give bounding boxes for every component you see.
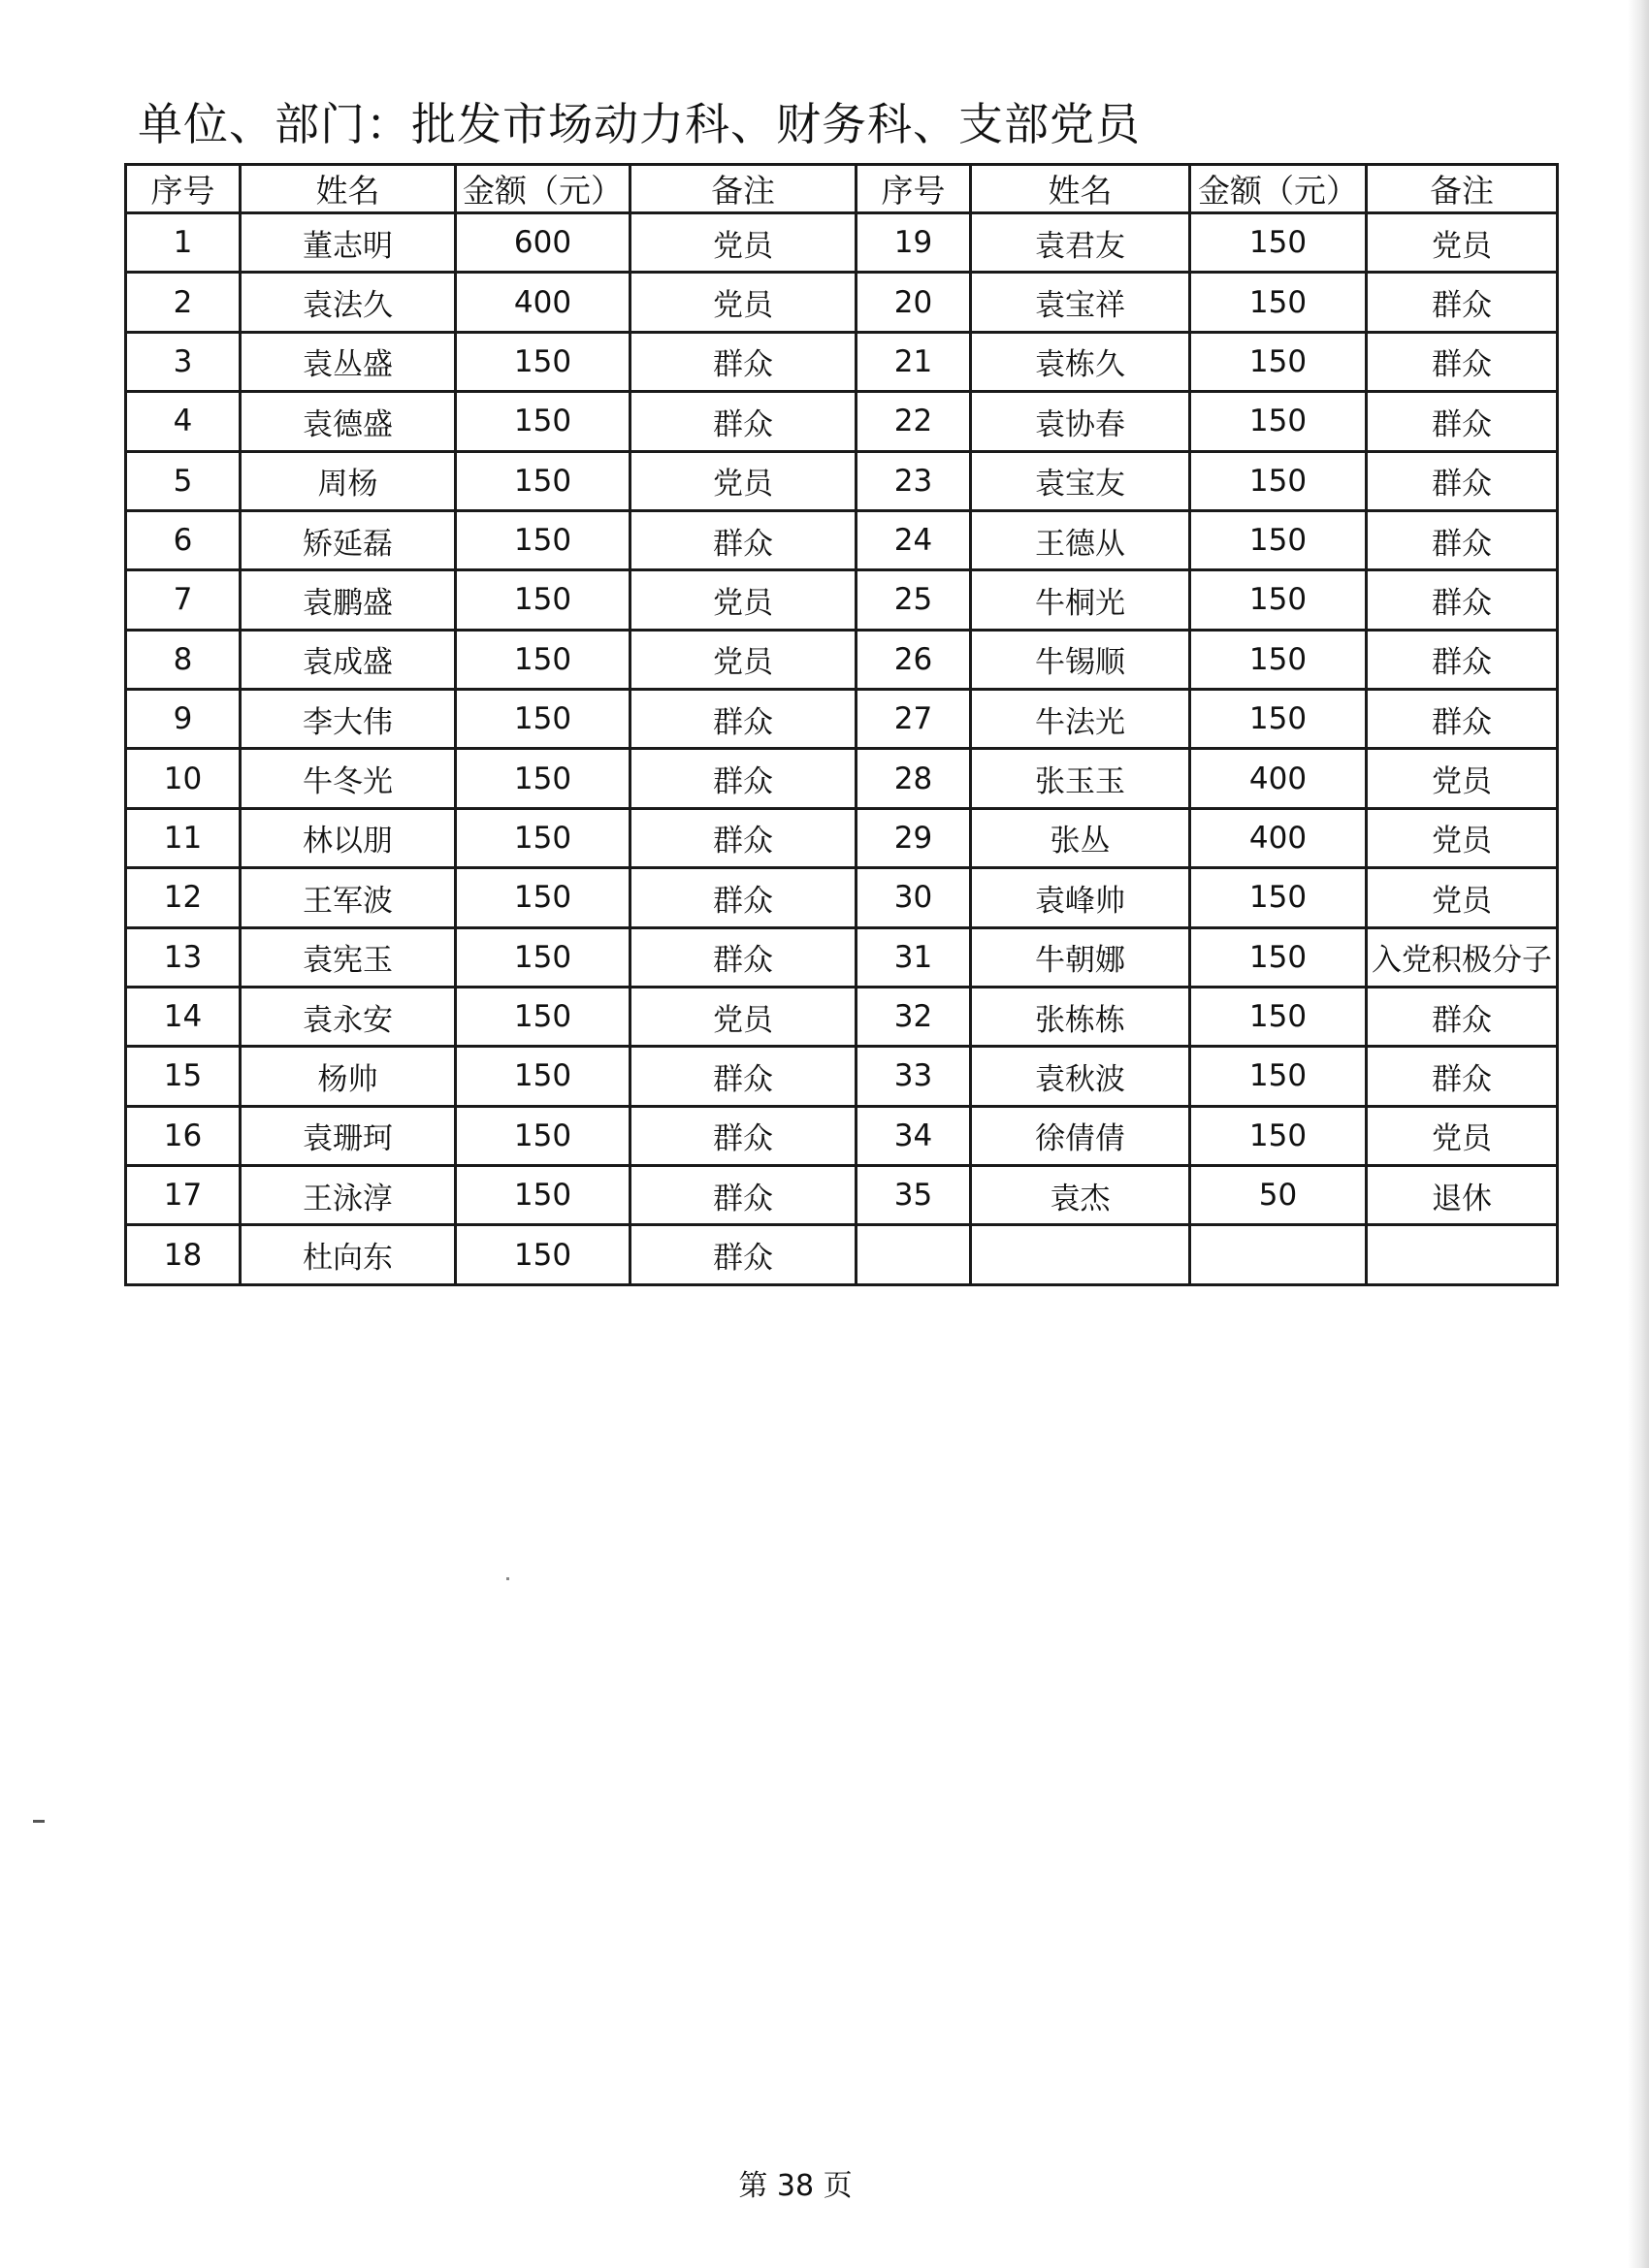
cell-index: 35 bbox=[857, 1166, 971, 1225]
cell-note: 党员 bbox=[630, 451, 857, 510]
cell-index bbox=[857, 1225, 971, 1285]
scan-speck bbox=[506, 1577, 509, 1580]
cell-amount: 400 bbox=[456, 273, 630, 332]
cell-note: 入党积极分子 bbox=[1367, 927, 1558, 987]
cell-amount: 150 bbox=[1190, 630, 1367, 689]
cell-amount: 150 bbox=[456, 749, 630, 808]
cell-amount: 150 bbox=[1190, 273, 1367, 332]
cell-note: 党员 bbox=[1367, 213, 1558, 273]
table-row bbox=[126, 570, 1558, 630]
cell-index: 25 bbox=[857, 570, 971, 630]
cell-note: 群众 bbox=[630, 1047, 857, 1106]
cell-name: 杜向东 bbox=[241, 1225, 456, 1285]
cell-index: 22 bbox=[857, 392, 971, 451]
cell-name: 王泳淳 bbox=[241, 1166, 456, 1225]
cell-index: 17 bbox=[126, 1166, 241, 1225]
column-header-note: 备注 bbox=[630, 165, 857, 213]
cell-index: 24 bbox=[857, 510, 971, 569]
cell-note: 群众 bbox=[1367, 392, 1558, 451]
cell-name: 袁成盛 bbox=[241, 630, 456, 689]
cell-note: 群众 bbox=[630, 868, 857, 927]
cell-amount: 50 bbox=[1190, 1166, 1367, 1225]
cell-amount: 150 bbox=[456, 987, 630, 1046]
cell-name: 袁丛盛 bbox=[241, 332, 456, 391]
cell-note: 群众 bbox=[630, 1166, 857, 1225]
column-header-amount: 金额（元） bbox=[1190, 165, 1367, 213]
cell-note: 群众 bbox=[1367, 987, 1558, 1046]
cell-name: 袁杰 bbox=[971, 1166, 1190, 1225]
cell-index: 2 bbox=[126, 273, 241, 332]
cell-index: 7 bbox=[126, 570, 241, 630]
cell-name: 袁宪玉 bbox=[241, 927, 456, 987]
cell-amount: 150 bbox=[1190, 868, 1367, 927]
cell-index: 3 bbox=[126, 332, 241, 391]
cell-note: 党员 bbox=[630, 630, 857, 689]
cell-note: 群众 bbox=[1367, 273, 1558, 332]
cell-index: 11 bbox=[126, 808, 241, 867]
cell-name: 袁德盛 bbox=[241, 392, 456, 451]
cell-index: 10 bbox=[126, 749, 241, 808]
cell-note: 群众 bbox=[630, 392, 857, 451]
cell-index: 15 bbox=[126, 1047, 241, 1106]
cell-amount: 150 bbox=[456, 392, 630, 451]
cell-amount: 150 bbox=[456, 690, 630, 749]
cell-amount: 150 bbox=[456, 1106, 630, 1165]
cell-name: 袁宝祥 bbox=[971, 273, 1190, 332]
table-row bbox=[126, 451, 1558, 510]
cell-amount: 150 bbox=[1190, 510, 1367, 569]
cell-amount: 150 bbox=[1190, 451, 1367, 510]
cell-name: 张玉玉 bbox=[971, 749, 1190, 808]
cell-index: 18 bbox=[126, 1225, 241, 1285]
table-row bbox=[126, 808, 1558, 867]
cell-amount: 150 bbox=[456, 808, 630, 867]
cell-index: 5 bbox=[126, 451, 241, 510]
cell-note: 群众 bbox=[1367, 630, 1558, 689]
cell-name: 袁法久 bbox=[241, 273, 456, 332]
cell-amount: 150 bbox=[456, 868, 630, 927]
cell-amount bbox=[1190, 1225, 1367, 1285]
table-row bbox=[126, 690, 1558, 749]
cell-note: 群众 bbox=[630, 690, 857, 749]
table-row bbox=[126, 749, 1558, 808]
cell-index: 34 bbox=[857, 1106, 971, 1165]
cell-amount: 150 bbox=[456, 630, 630, 689]
cell-amount: 150 bbox=[456, 927, 630, 987]
cell-name: 牛冬光 bbox=[241, 749, 456, 808]
cell-note: 群众 bbox=[1367, 332, 1558, 391]
cell-name: 王军波 bbox=[241, 868, 456, 927]
cell-name: 张栋栋 bbox=[971, 987, 1190, 1046]
cell-amount: 150 bbox=[456, 451, 630, 510]
cell-note: 群众 bbox=[1367, 451, 1558, 510]
table-row bbox=[126, 1166, 1558, 1225]
cell-name bbox=[971, 1225, 1190, 1285]
cell-index: 30 bbox=[857, 868, 971, 927]
cell-name: 袁协春 bbox=[971, 392, 1190, 451]
cell-note: 党员 bbox=[1367, 808, 1558, 867]
cell-note: 群众 bbox=[630, 510, 857, 569]
cell-index: 4 bbox=[126, 392, 241, 451]
cell-note: 群众 bbox=[1367, 1047, 1558, 1106]
cell-name: 董志明 bbox=[241, 213, 456, 273]
cell-index: 16 bbox=[126, 1106, 241, 1165]
donation-table bbox=[124, 163, 1559, 1286]
cell-index: 26 bbox=[857, 630, 971, 689]
table-row bbox=[126, 1047, 1558, 1106]
column-header-note: 备注 bbox=[1367, 165, 1558, 213]
cell-index: 14 bbox=[126, 987, 241, 1046]
cell-note: 党员 bbox=[1367, 868, 1558, 927]
cell-amount: 150 bbox=[1190, 392, 1367, 451]
cell-amount: 150 bbox=[456, 1047, 630, 1106]
cell-name: 袁珊珂 bbox=[241, 1106, 456, 1165]
column-header-name: 姓名 bbox=[241, 165, 456, 213]
table-row bbox=[126, 630, 1558, 689]
cell-note: 党员 bbox=[630, 570, 857, 630]
table-row bbox=[126, 868, 1558, 927]
cell-index: 21 bbox=[857, 332, 971, 391]
cell-index: 32 bbox=[857, 987, 971, 1046]
cell-name: 牛法光 bbox=[971, 690, 1190, 749]
cell-name: 牛桐光 bbox=[971, 570, 1190, 630]
cell-note: 党员 bbox=[630, 273, 857, 332]
cell-index: 33 bbox=[857, 1047, 971, 1106]
cell-note: 群众 bbox=[630, 749, 857, 808]
table-row bbox=[126, 1106, 1558, 1165]
cell-amount: 150 bbox=[456, 1225, 630, 1285]
cell-name: 周杨 bbox=[241, 451, 456, 510]
cell-name: 王德从 bbox=[971, 510, 1190, 569]
table-row bbox=[126, 927, 1558, 987]
cell-note: 退休 bbox=[1367, 1166, 1558, 1225]
cell-amount: 150 bbox=[456, 570, 630, 630]
cell-amount: 150 bbox=[1190, 332, 1367, 391]
cell-note: 群众 bbox=[630, 1106, 857, 1165]
scan-page-edge bbox=[1628, 0, 1649, 2268]
table-body bbox=[126, 213, 1558, 1285]
cell-amount: 150 bbox=[1190, 570, 1367, 630]
cell-amount: 400 bbox=[1190, 808, 1367, 867]
cell-note: 群众 bbox=[1367, 690, 1558, 749]
cell-index: 19 bbox=[857, 213, 971, 273]
cell-note: 群众 bbox=[630, 332, 857, 391]
cell-amount: 150 bbox=[1190, 690, 1367, 749]
cell-amount: 150 bbox=[1190, 1106, 1367, 1165]
cell-index: 8 bbox=[126, 630, 241, 689]
cell-index: 9 bbox=[126, 690, 241, 749]
column-header-index: 序号 bbox=[857, 165, 971, 213]
cell-name: 牛锡顺 bbox=[971, 630, 1190, 689]
cell-index: 12 bbox=[126, 868, 241, 927]
page-heading: 单位、部门：批发市场动力科、财务科、支部党员 bbox=[138, 98, 1141, 150]
cell-name: 袁峰帅 bbox=[971, 868, 1190, 927]
cell-name: 袁宝友 bbox=[971, 451, 1190, 510]
cell-index: 23 bbox=[857, 451, 971, 510]
cell-amount: 150 bbox=[456, 510, 630, 569]
cell-note: 群众 bbox=[630, 927, 857, 987]
column-header-name: 姓名 bbox=[971, 165, 1190, 213]
cell-name: 林以朋 bbox=[241, 808, 456, 867]
cell-note: 群众 bbox=[1367, 510, 1558, 569]
scan-speck bbox=[33, 1820, 45, 1823]
cell-index: 6 bbox=[126, 510, 241, 569]
cell-name: 袁栋久 bbox=[971, 332, 1190, 391]
cell-amount: 150 bbox=[1190, 987, 1367, 1046]
cell-name: 矫延磊 bbox=[241, 510, 456, 569]
cell-index: 13 bbox=[126, 927, 241, 987]
cell-note: 党员 bbox=[630, 987, 857, 1046]
cell-name: 杨帅 bbox=[241, 1047, 456, 1106]
cell-amount: 400 bbox=[1190, 749, 1367, 808]
cell-amount: 150 bbox=[1190, 213, 1367, 273]
cell-note: 群众 bbox=[630, 1225, 857, 1285]
cell-amount: 600 bbox=[456, 213, 630, 273]
cell-name: 牛朝娜 bbox=[971, 927, 1190, 987]
cell-name: 袁永安 bbox=[241, 987, 456, 1046]
page-number: 第 38 页 bbox=[738, 2169, 853, 2203]
table-row bbox=[126, 213, 1558, 273]
cell-index: 28 bbox=[857, 749, 971, 808]
cell-name: 袁君友 bbox=[971, 213, 1190, 273]
cell-note: 群众 bbox=[630, 808, 857, 867]
cell-note: 党员 bbox=[1367, 749, 1558, 808]
cell-index: 1 bbox=[126, 213, 241, 273]
cell-amount: 150 bbox=[1190, 927, 1367, 987]
cell-amount: 150 bbox=[456, 1166, 630, 1225]
cell-name: 袁鹏盛 bbox=[241, 570, 456, 630]
cell-note: 群众 bbox=[1367, 570, 1558, 630]
cell-name: 徐倩倩 bbox=[971, 1106, 1190, 1165]
cell-amount: 150 bbox=[1190, 1047, 1367, 1106]
cell-name: 袁秋波 bbox=[971, 1047, 1190, 1106]
column-header-amount: 金额（元） bbox=[456, 165, 630, 213]
cell-note: 党员 bbox=[1367, 1106, 1558, 1165]
cell-note: 党员 bbox=[630, 213, 857, 273]
cell-index: 31 bbox=[857, 927, 971, 987]
table-row bbox=[126, 987, 1558, 1046]
cell-index: 29 bbox=[857, 808, 971, 867]
table-row bbox=[126, 510, 1558, 569]
table-row bbox=[126, 273, 1558, 332]
cell-name: 张丛 bbox=[971, 808, 1190, 867]
cell-name: 李大伟 bbox=[241, 690, 456, 749]
column-header-index: 序号 bbox=[126, 165, 241, 213]
table-row bbox=[126, 1225, 1558, 1285]
cell-index: 27 bbox=[857, 690, 971, 749]
table-row bbox=[126, 332, 1558, 391]
cell-index: 20 bbox=[857, 273, 971, 332]
cell-amount: 150 bbox=[456, 332, 630, 391]
cell-note bbox=[1367, 1225, 1558, 1285]
table-row bbox=[126, 392, 1558, 451]
table-header-row bbox=[126, 165, 1558, 213]
